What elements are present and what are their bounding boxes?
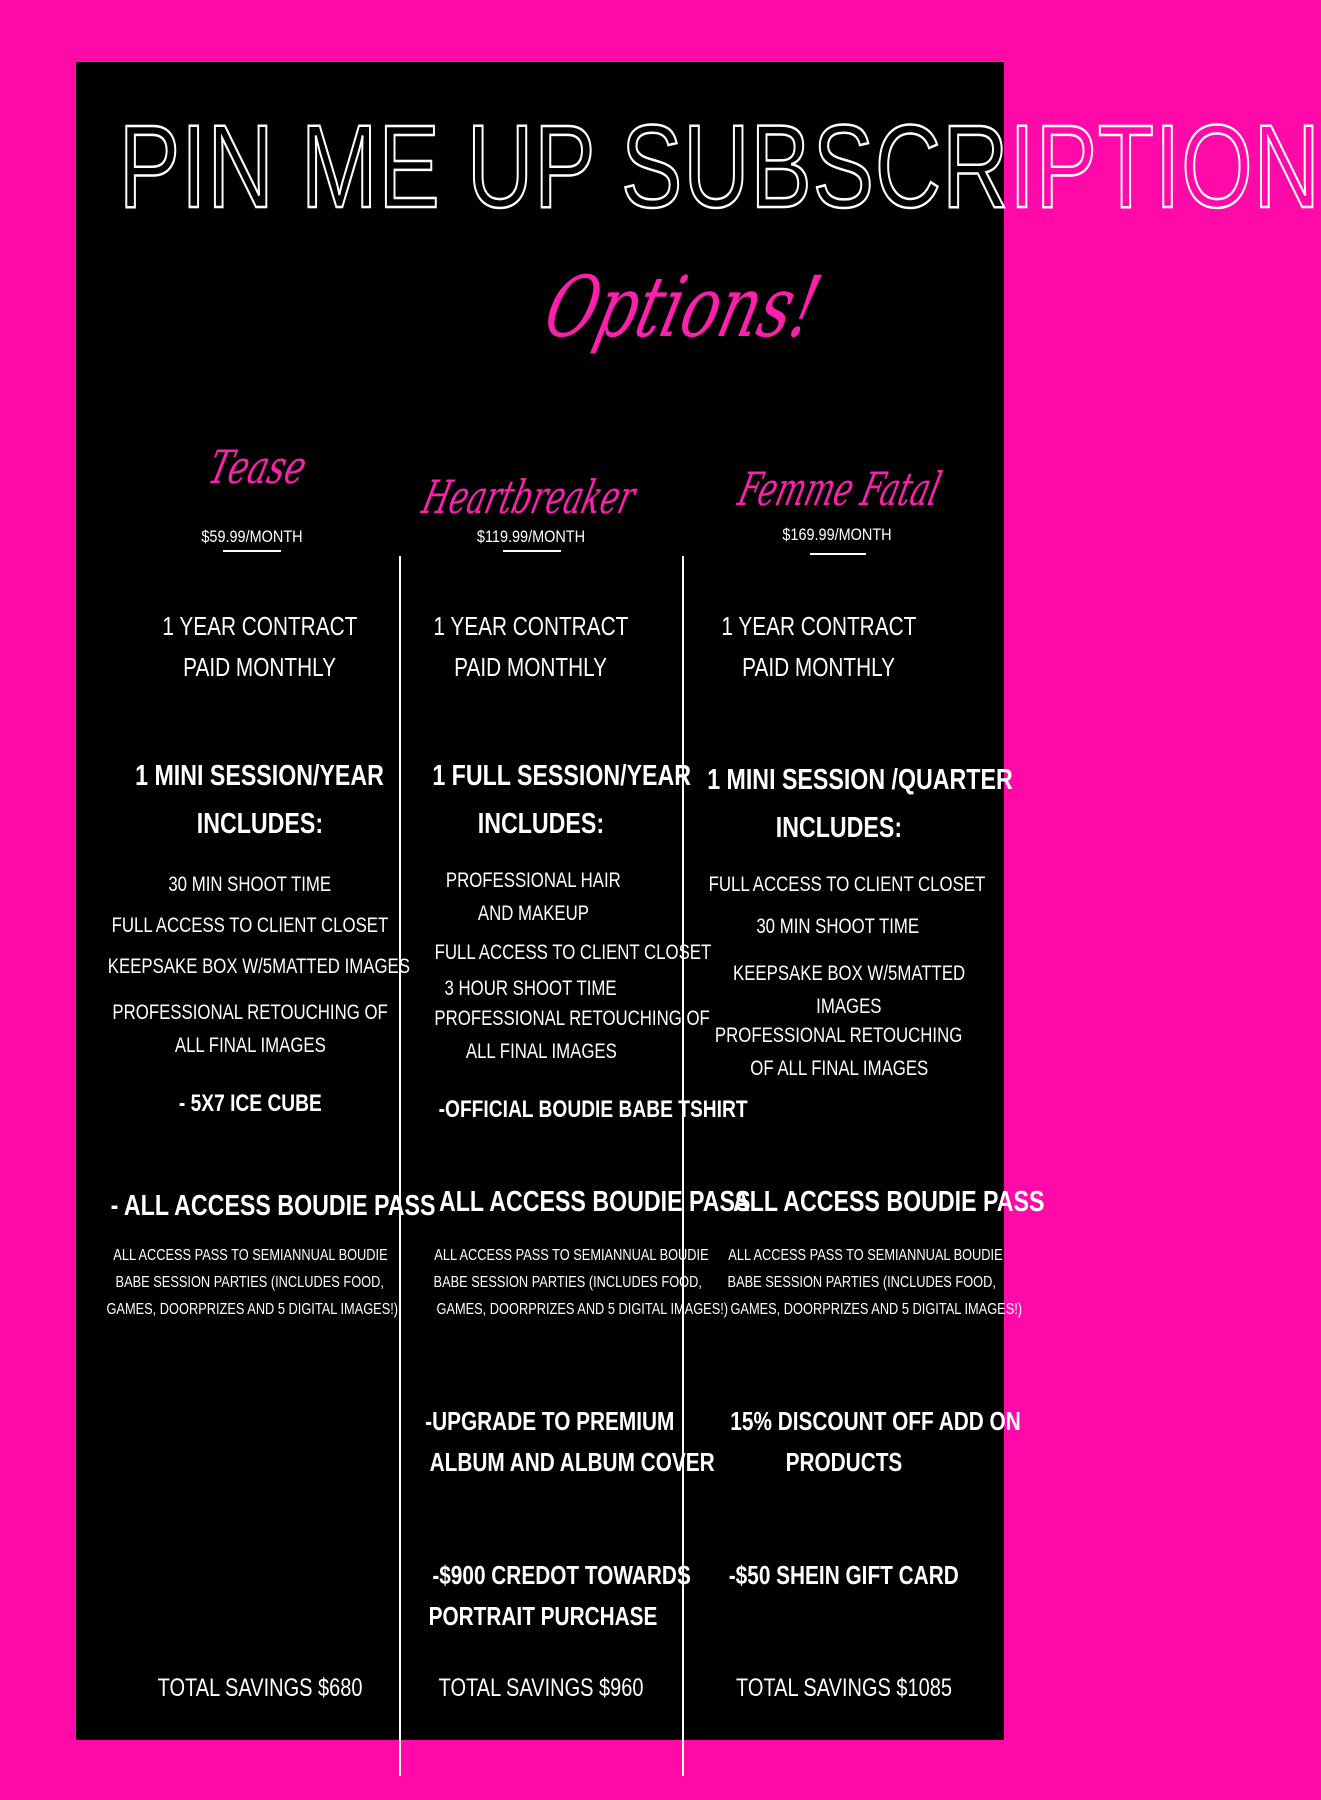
tier-name-tease: Tease (203, 440, 313, 494)
price-tease: $59.99/MONTH (201, 527, 303, 546)
contract-line: PAID MONTHLY (454, 652, 608, 682)
session-heading: INCLUDES: (775, 812, 903, 844)
feature-item: KEEPSAKE BOX W/5MATTED IMAGES (107, 955, 410, 978)
session-heading: INCLUDES: (477, 808, 605, 840)
contract-line: 1 YEAR CONTRACT (433, 611, 629, 641)
session-heading: 1 FULL SESSION/YEAR (432, 760, 692, 792)
feature-item: 30 MIN SHOOT TIME (168, 873, 332, 896)
extra-perk: 15% DISCOUNT OFF ADD ON (730, 1406, 1021, 1436)
subtitle-script: Options! (535, 258, 831, 356)
feature-item: KEEPSAKE BOX W/5MATTED (733, 962, 966, 985)
feature-item: OF ALL FINAL IMAGES (749, 1057, 928, 1080)
pass-title: ALL ACCESS BOUDIE PASS (438, 1186, 751, 1218)
bonus-item: -OFFICIAL BOUDIE BABE TSHIRT (438, 1096, 748, 1123)
extra-perk: ALBUM AND ALBUM COVER (429, 1447, 715, 1477)
extra-perk: -$900 CREDOT TOWARDS (432, 1560, 691, 1590)
pass-title: - ALL ACCESS BOUDIE PASS (110, 1190, 436, 1222)
page-title: PIN ME UP SUBSCRIPTION (118, 101, 1321, 233)
feature-item: AND MAKEUP (477, 902, 590, 925)
tier-column-femme-fatal (684, 0, 1045, 1800)
price-femme-fatal: $169.99/MONTH (782, 525, 892, 544)
extra-perk: -$50 SHEIN GIFT CARD (729, 1560, 959, 1590)
pass-description: ALL ACCESS PASS TO SEMIANNUAL BOUDIE (112, 1247, 388, 1264)
feature-item: PROFESSIONAL RETOUCHING (715, 1024, 963, 1047)
feature-item: IMAGES (816, 995, 882, 1018)
feature-item: FULL ACCESS TO CLIENT CLOSET (434, 941, 712, 964)
session-heading: 1 MINI SESSION/YEAR (135, 760, 385, 792)
tier-column-tease (90, 0, 436, 1800)
pass-title: ALL ACCESS BOUDIE PASS (732, 1186, 1045, 1218)
feature-item: 30 MIN SHOOT TIME (756, 915, 919, 938)
feature-item: 3 HOUR SHOOT TIME (444, 977, 618, 1000)
contract-line: PAID MONTHLY (183, 652, 337, 682)
total-savings: TOTAL SAVINGS $1085 (735, 1674, 953, 1702)
extra-perk: PORTRAIT PURCHASE (428, 1601, 658, 1631)
tier-name-femme-fatal: Femme Fatal (733, 462, 947, 516)
extra-perk: PRODUCTS (785, 1447, 903, 1477)
bonus-item: - 5X7 ICE CUBE (178, 1090, 322, 1117)
tier-name-heartbreaker: Heartbreaker (417, 470, 641, 524)
price-heartbreaker: $119.99/MONTH (476, 527, 586, 546)
feature-item: PROFESSIONAL RETOUCHING OF (112, 1001, 388, 1024)
contract-line: 1 YEAR CONTRACT (162, 611, 358, 641)
pass-description: GAMES, DOORPRIZES AND 5 DIGITAL IMAGES!) (730, 1301, 1023, 1318)
total-savings: TOTAL SAVINGS $960 (438, 1674, 644, 1702)
feature-item: ALL FINAL IMAGES (465, 1040, 617, 1063)
feature-item: FULL ACCESS TO CLIENT CLOSET (111, 914, 389, 937)
feature-item: ALL FINAL IMAGES (174, 1034, 326, 1057)
pass-description: BABE SESSION PARTIES (INCLUDES FOOD, (433, 1274, 702, 1291)
pass-description: GAMES, DOORPRIZES AND 5 DIGITAL IMAGES!) (106, 1301, 399, 1318)
pass-description: ALL ACCESS PASS TO SEMIANNUAL BOUDIE (728, 1247, 1003, 1264)
pass-description: BABE SESSION PARTIES (INCLUDES FOOD, (727, 1274, 996, 1291)
total-savings: TOTAL SAVINGS $680 (157, 1674, 363, 1702)
pass-description: ALL ACCESS PASS TO SEMIANNUAL BOUDIE (434, 1247, 709, 1264)
contract-line: 1 YEAR CONTRACT (721, 611, 917, 641)
contract-line: PAID MONTHLY (742, 652, 896, 682)
feature-item: PROFESSIONAL RETOUCHING OF (434, 1007, 710, 1030)
extra-perk: -UPGRADE TO PREMIUM (425, 1406, 675, 1436)
session-heading: 1 MINI SESSION /QUARTER (707, 764, 1013, 796)
pass-description: GAMES, DOORPRIZES AND 5 DIGITAL IMAGES!) (436, 1301, 729, 1318)
feature-item: FULL ACCESS TO CLIENT CLOSET (708, 873, 986, 896)
pass-description: BABE SESSION PARTIES (INCLUDES FOOD, (115, 1274, 385, 1291)
feature-item: PROFESSIONAL HAIR (446, 869, 621, 892)
session-heading: INCLUDES: (196, 808, 324, 840)
